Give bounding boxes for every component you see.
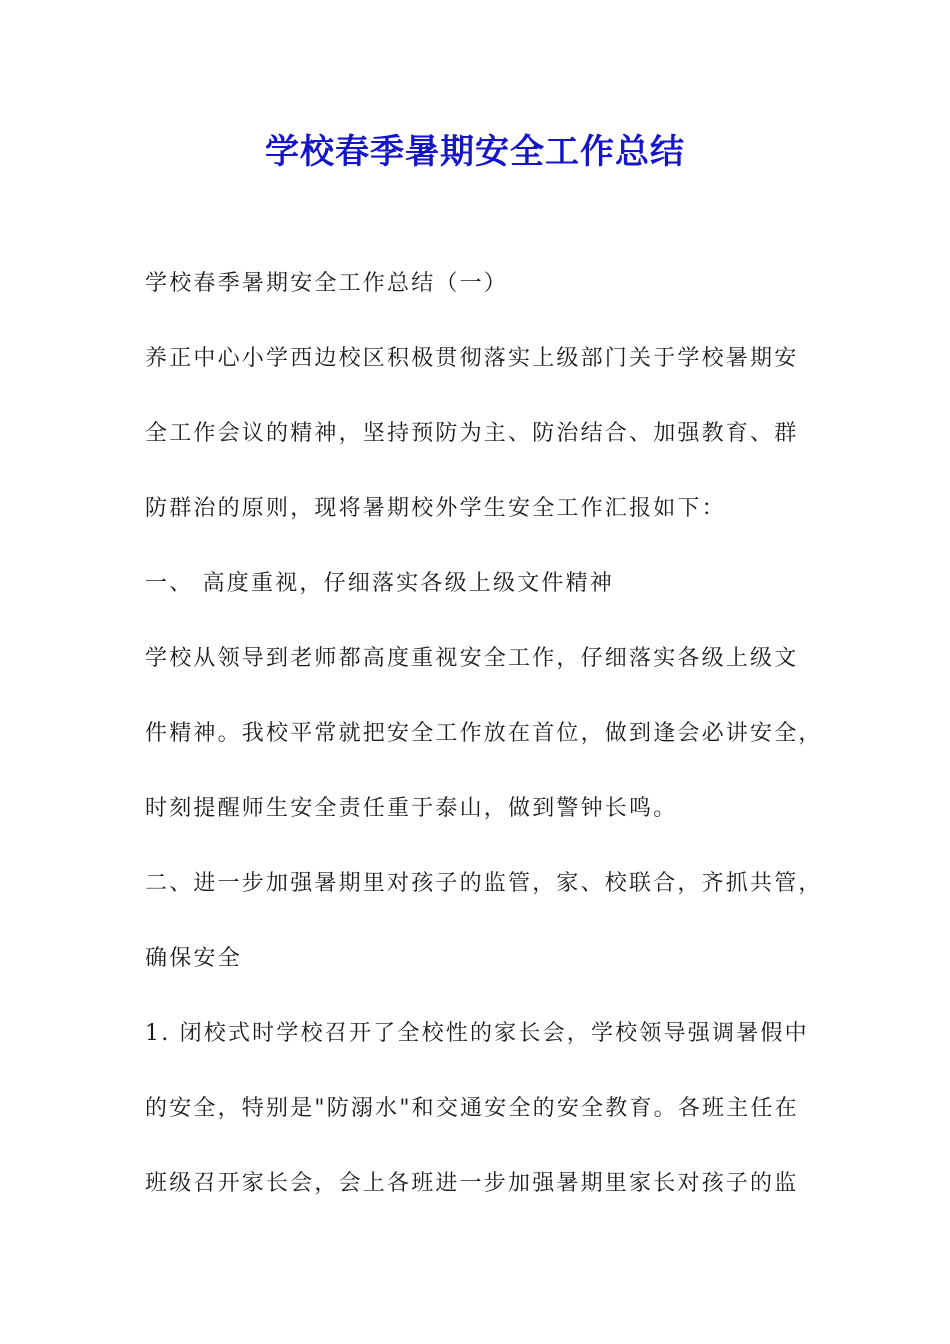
paragraph-line: 养正中心小学西边校区积极贯彻落实上级部门关于学校暑期安	[145, 346, 799, 371]
paragraph-line: 时刻提醒师生安全责任重于泰山，做到警钟长鸣。	[145, 796, 678, 821]
paragraph-line: 的安全，特别是"防溺水"和交通安全的安全教育。各班主任在	[145, 1096, 799, 1121]
paragraph-line: 件精神。我校平常就把安全工作放在首位，做到逢会必讲安全，	[145, 721, 823, 746]
section-heading: 一、 高度重视，仔细落实各级上级文件精神	[145, 571, 614, 596]
document-title: 学校春季暑期安全工作总结	[265, 132, 685, 172]
paragraph-line: 学校从领导到老师都高度重视安全工作，仔细落实各级上级文	[145, 646, 799, 671]
paragraph-line: 1. 闭校式时学校召开了全校性的家长会，学校领导强调暑假中	[145, 1021, 809, 1046]
document-body	[145, 261, 823, 1236]
section-heading: 二、进一步加强暑期里对孩子的监管，家、校联合，齐抓共管，	[145, 871, 823, 896]
section-heading-continued: 确保安全	[145, 946, 242, 971]
paragraph-line: 班级召开家长会，会上各班进一步加强暑期里家长对孩子的监	[145, 1171, 799, 1196]
paragraph-line: 防群治的原则，现将暑期校外学生安全工作汇报如下：	[145, 496, 726, 521]
paragraph-line: 学校春季暑期安全工作总结（一）	[145, 271, 509, 296]
paragraph-line: 全工作会议的精神，坚持预防为主、防治结合、加强教育、群	[145, 421, 799, 446]
